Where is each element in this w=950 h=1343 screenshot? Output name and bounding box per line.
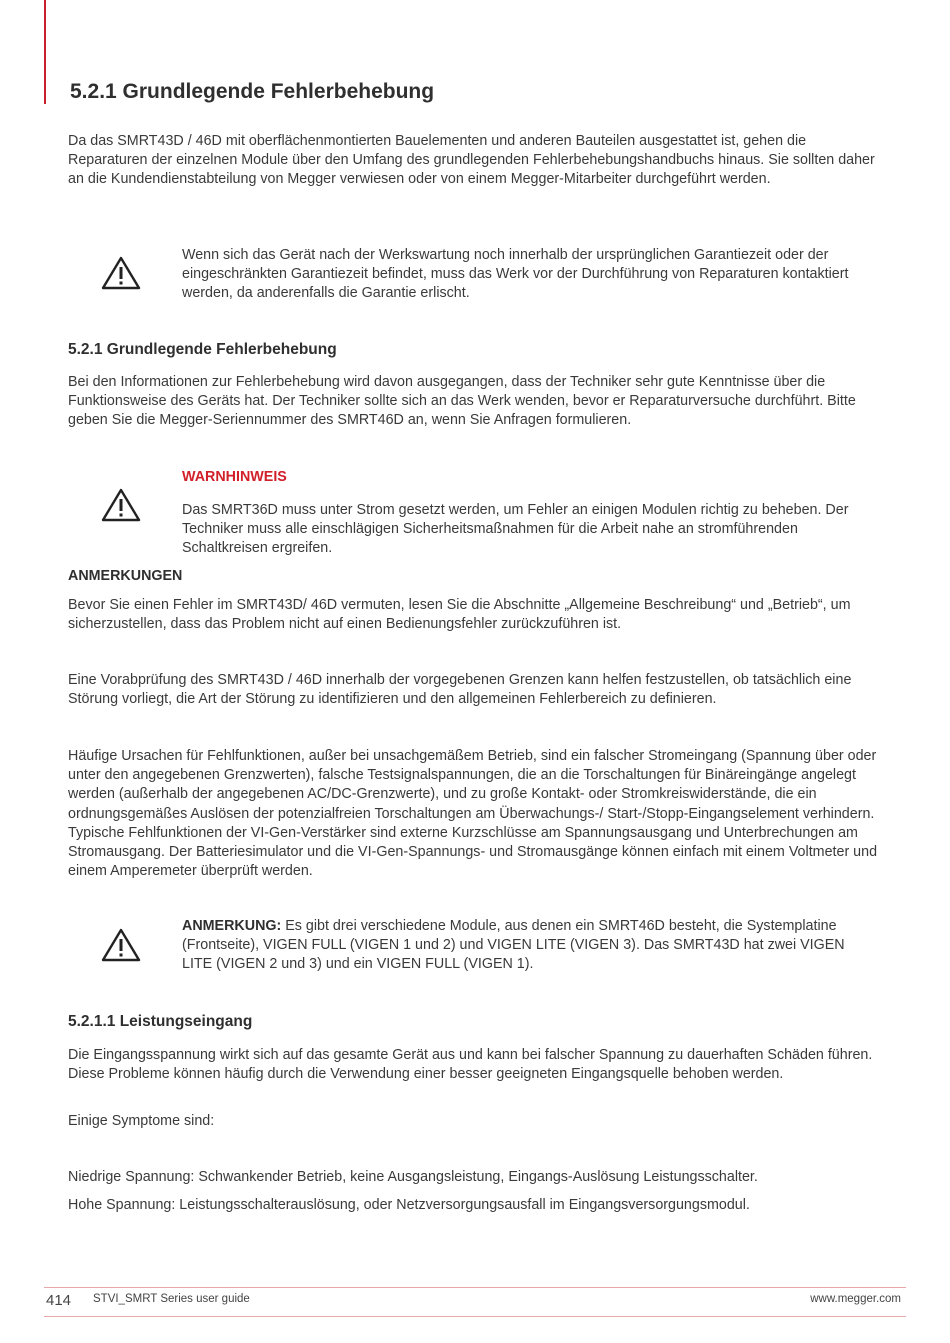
power-input-heading: 5.2.1.1 Leistungseingang [68,1013,253,1030]
causes-paragraph: Häufige Ursachen für Fehlfunktionen, außer bei unsachgemäßem Betrieb, sind ein falscher Stromeingang (Spannung über oder unter den angegebenen Grenzwerten), falsche Testsignalspannungen, die an die Torschaltungen für Binäreingänge angelegt werden (außerhalb der angegebenen AC/DC-Grenzwerte), und zu große Kontakt- oder Stromkreiswiderstände, die ein ordnungsgemäßes Auslösen der potenzialfreien Torschaltungen am Überwachungs-/ Start-/Stopp-Eingangselement verhindern. Typische Fehlfunktionen der VI-Gen-Verstärker sind externe Kurzschlüsse am Spannungsausgang und Unterbrechungen am Stromausgang. Der Batteriesimulator und die VI-Gen-Spannungs- und Stromausgänge können einfach mit einem Voltmeter und einem Amperemeter überprüft werden. [68,748,878,880]
warning-title: WARNHINWEIS [182,469,287,485]
precheck-paragraph: Eine Vorabprüfung des SMRT43D / 46D innerhalb der vorgegebenen Grenzen kann helfen festzustellen, ob tatsächlich eine Störung vorliegt, die Art der Störung zu identifizieren und den allgemeinen Fehlerbereich zu definieren. [68,672,852,708]
modules-note [182,917,872,975]
modules-note-label: ANMERKUNG: [182,918,282,934]
power-input-paragraph: Die Eingangsspannung wirkt sich auf das gesamte Gerät aus und kann bei falscher Spannung zu dauerhaften Schäden führen. Diese Probleme können häufig durch die Verwendung einer besser geeigneten Eingangsquelle behoben werden. [68,1047,873,1083]
footer-rule-top [44,1287,906,1288]
warning-triangle-icon [101,256,141,290]
high-voltage-symptom: Hohe Spannung: Leistungsschalterauslösung, oder Netzversorgungsausfall im Eingangsversorgungsmodul. [68,1197,750,1213]
low-voltage-symptom: Niedrige Spannung: Schwankender Betrieb, keine Ausgangsleistung, Eingangs-Auslösung Leistungsschalter. [68,1169,758,1185]
remarks-heading: ANMERKUNGEN [68,568,183,584]
warning-triangle-icon [101,488,141,522]
footer-guide-title: STVI_SMRT Series user guide [93,1293,250,1305]
symptoms-intro: Einige Symptome sind: [68,1113,215,1129]
margin-accent-bar [44,0,46,104]
intro-paragraph: Da das SMRT43D / 46D mit oberflächenmontierten Bauelementen und anderen Bauteilen ausgestattet ist, gehen die Reparaturen der einzelnen Module über den Umfang des grundlegenden Fehlerbehebungshandbuchs hinaus. Sie sollten daher an die Kundendienstabteilung von Megger verwiesen oder von einem Megger-Mitarbeiter durchgeführt werden. [68,133,875,188]
modules-note-text: Es gibt drei verschiedene Module, aus denen ein SMRT46D besteht, die Systemplatine (Frontseite), VIGEN FULL (VIGEN 1 und 2) und VIGEN LITE (VIGEN 3). Das SMRT43D hat zwei VIGEN LITE (VIGEN 2 und 3) und ein VIGEN FULL (VIGEN 1). [182,918,845,973]
remarks-paragraph: Bevor Sie einen Fehler im SMRT43D/ 46D vermuten, lesen Sie die Abschnitte „Allgemeine Beschreibung“ und „Betrieb“, um sicherzustellen, dass das Problem nicht auf einen Bedienungsfehler zurückzuführen ist. [68,597,851,633]
footer-url[interactable]: www.megger.com [810,1293,901,1305]
warning-triangle-icon [101,928,141,962]
warranty-note: Wenn sich das Gerät nach der Werkswartung noch innerhalb der ursprünglichen Garantiezeit oder der eingeschränkten Garantiezeit befindet, muss das Werk vor der Durchführung von Reparaturen kontaktiert werden, da anderenfalls die Garantie erlischt. [182,247,849,302]
section-paragraph: Bei den Informationen zur Fehlerbehebung wird davon ausgegangen, dass der Techniker sehr gute Kenntnisse über die Funktionsweise des Geräts hat. Der Techniker sollte sich an das Werk wenden, bevor er Reparaturversuche durchführt. Bitte geben Sie die Megger-Seriennummer des SMRT46D an, wenn Sie Anfragen formulieren. [68,374,856,429]
section-heading: 5.2.1 Grundlegende Fehlerbehebung [68,341,337,358]
page-title: 5.2.1 Grundlegende Fehlerbehebung [70,80,435,103]
footer-rule-bottom [44,1316,906,1317]
page-number: 414 [46,1292,72,1309]
warning-text: Das SMRT36D muss unter Strom gesetzt werden, um Fehler an einigen Modulen richtig zu beheben. Der Techniker muss alle einschlägigen Sicherheitsmaßnahmen für die Arbeit nahe an stromführenden Schaltkreisen ergreifen. [182,502,849,557]
